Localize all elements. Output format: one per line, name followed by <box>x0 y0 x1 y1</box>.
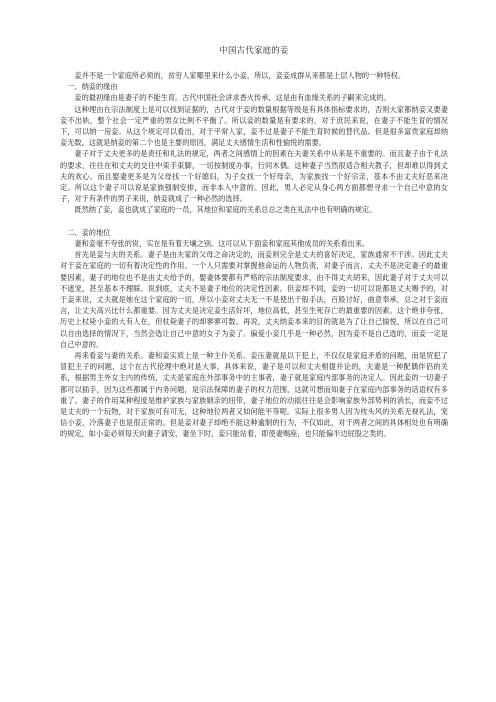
document-title: 中国古代家庭的妾 <box>219 45 289 55</box>
section-heading: 一、纳妾的缘由 <box>67 82 118 92</box>
paragraph-spacer <box>60 216 448 227</box>
body-paragraph: 妾的最初缘由是妻子的不能生育。古代中国社会讲求香火传承，这是由有血缘关系的子嗣来完成的。 <box>74 93 391 103</box>
body-paragraph: 妾并不是一个家庭所必须的，贫穷人家哪里来什么小妾，所以，妾妾成群从来都是上层人物的一种特权。 <box>74 71 406 80</box>
body-paragraph: 首先是妾与夫的关系。妻子是由夫家的父母之命决定的，而妾则完全是丈夫的喜好决定，家族通常不干涉。因此丈夫对于妾在家庭的一切有着决定性的作用。一个人只需要对掌握他命运的人物负责，对妻子而言，丈夫不是决定妻子的最重要因素，妻子的地位也不是由丈夫给予的，娶妻体要都有严格的宗法制度要求，由不得丈夫胡来，因此妻子对于丈夫可以不遮宠，甚至基本不理睬。说到底，丈夫不是妻子地位的决定性因素。但妾却不同，妾的一切可以说都是丈夫赐予的，对于妾来说，丈夫就是她在这个家庭的一切，所以小妾对丈夫无一不是使出千般手法，百般讨好，曲意奉承，总之对于妾而言，让丈夫高兴比什么都重要。因为丈夫是决定妾生活好坏，地位高低，甚至生死存亡的最重要的因素。这个绝非夸张，历史上杖毙小妾的大有人在，但杖毙妻子的却寥寥可数。再说，丈夫纳妾本来的目的就是为了让自己愉悦，所以在自己可以自由选择的情况下，当然会选让自己中意的女子为妾了。偏爱小妾几乎是一种必然，因为妾不是自己选的，而妾一定是自己中意的。 <box>60 250 448 349</box>
body-paragraph: 妻和妾毫不夸张的说，实在是有着天壤之别。这可以从下面妾和家庭其他成员的关系看出来。 <box>74 239 370 249</box>
section-heading: 二、妾的地位 <box>67 227 111 237</box>
body-paragraph: 这种理由在宗法制度上是可以找到证据的，古代对于妾的数量根据等级是有具体指标要求的，否则大家都纳妾又要妻妾不出轨，整个社会一定严重的男女比例不平衡了。所以妾的数量是有要求的，对于庶民来说，在妻子不能生育的情况下，可以纳一房妾。从这个规定可以看出，对于平常人家，妾不过是妻子不能生育时候的替代品。但是很多富贵家庭却纳妾无数，这就是纳妾的第二个也是主要的原因，满足丈夫感情生活和性愉悦的需要。 <box>60 104 448 148</box>
body-paragraph: 再来看妾与妻的关系。妻和妾实质上是一种主仆关系。妾压妻就是以下犯上，不仅仅是家庭矛盾的问题，而是贸犯了冒犯主子的问题，这个在古代伦理中绝对是大事。具体来说，妻子是可以和丈夫相提并论的，夫妻是一种配偶伴侣的关系，根据男主外女主内的传统，丈夫是家庭在外部事务中的主事者，妻子就是家庭内部事务的决定人。因此妾的一切妻子都可以插手，因为这些都属于内务问题，是宗法保障的妻子的权力范围，这就可想而知妻子在家庭内部事务的话语权有多重了。妻子的作用某种程度是维护家族与家族姻亲的纽带，妻子地位的动摇往往是会影响家族外部势利的消长，而妾不过是丈夫的一个玩物，对于家族可有可无，这种地位两者又如何能平等呢。实际上很多男人因为枕头风的关系无视礼法，宠信小妾，冷落妻子也是很正常的。但是妾对妻子却绝不能这种逾制的行为，不仅如此，对于两者之间的具体相处也有明确的规定，如小妾必须每天向妻子请安，妻坐下时，妾只能站着，即使妻赐座，也只能偏半边屁股之类的。 <box>60 351 448 439</box>
body-paragraph: 既然纳了妾，妾也就成了家庭的一员，其地位和家庭的关系总总之类在礼法中也有明确的规定。 <box>74 205 377 215</box>
body-paragraph: 妻子对于丈夫更多的是责任和礼法的规定，两者之间感情上的因素在夫妻关系中从来是不重要的。而且妻子由于礼法的要求，往往在和丈夫的交往中束手束脚，一切按制度办事，行同木偶。这种妻子当然很适合相夫教子，但却难以得到丈夫的欢心。而且娶妻更多是为父母找一个好媳妇，为子女找一个好母亲，为家族找一个好宗亲，基本不由丈夫好恶来决定。所以这个妻子可以说是家族强制安排，而非本人中意的。因此，男人必定从身心两方面都想寻求一个自己中意的女子，对于有条件的男子来说，纳妾就成了一种必然的选择。 <box>60 149 448 204</box>
document-body <box>60 70 448 440</box>
